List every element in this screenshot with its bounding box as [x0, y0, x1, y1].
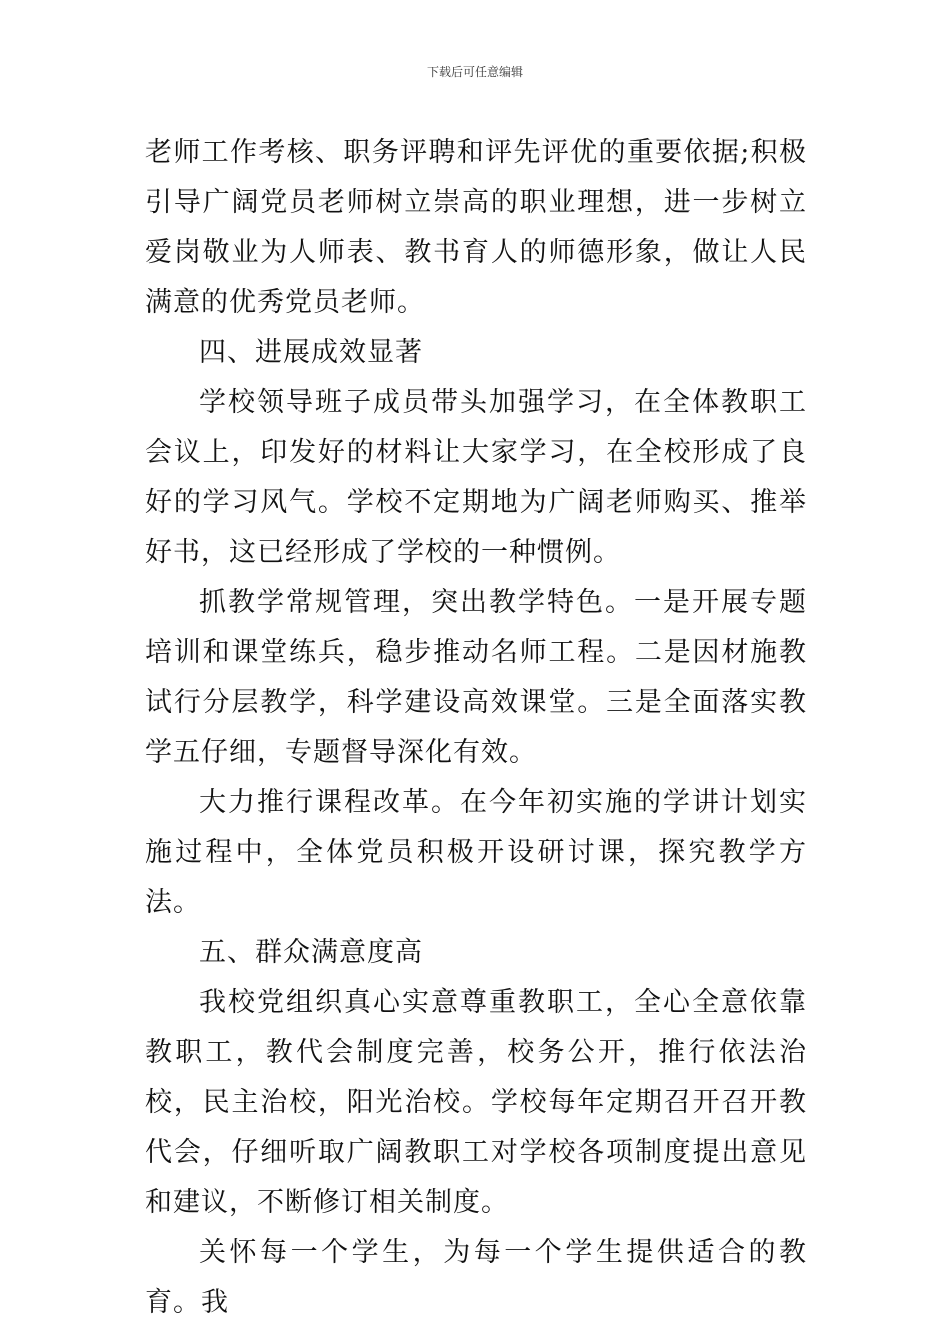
- paragraph: 关怀每一个学生，为每一个学生提供适合的教育。我: [145, 1237, 807, 1318]
- paragraph: 学校领导班子成员带头加强学习，在全体教职工会议上，印发好的材料让大家学习，在全校形成了良好的学习风气。学校不定期地为广阔老师购买、推举好书，这已经形成了学校的一种惯例。: [145, 387, 807, 568]
- page-header-note: 下载后可任意编辑: [426, 65, 523, 79]
- paragraph: 抓教学常规管理，突出教学特色。一是开展专题培训和课堂练兵，稳步推动名师工程。二是因材施教试行分层教学，科学建设高效课堂。三是全面落实教学五仔细，专题督导深化有效。: [145, 587, 807, 768]
- paragraph: 我校党组织真心实意尊重教职工，全心全意依靠教职工，教代会制度完善，校务公开，推行依法治校，民主治校，阳光治校。学校每年定期召开召开教代会，仔细听取广阔教职工对学校各项制度提出意见和建议，不断修订相关制度。: [145, 987, 807, 1218]
- paragraph-continued: 老师工作考核、职务评聘和评先评优的重要依据;积极引导广阔党员老师树立崇高的职业理想，进一步树立爱岗敬业为人师表、教书育人的师德形象，做让人民满意的优秀党员老师。: [145, 137, 807, 318]
- paragraph: 大力推行课程改革。在今年初实施的学讲计划实施过程中，全体党员积极开设研讨课，探究教学方法。: [145, 787, 807, 918]
- section-heading-5: 五、群众满意度高: [199, 937, 423, 968]
- section-heading-4: 四、进展成效显著: [199, 337, 423, 368]
- document-body: [145, 128, 807, 1328]
